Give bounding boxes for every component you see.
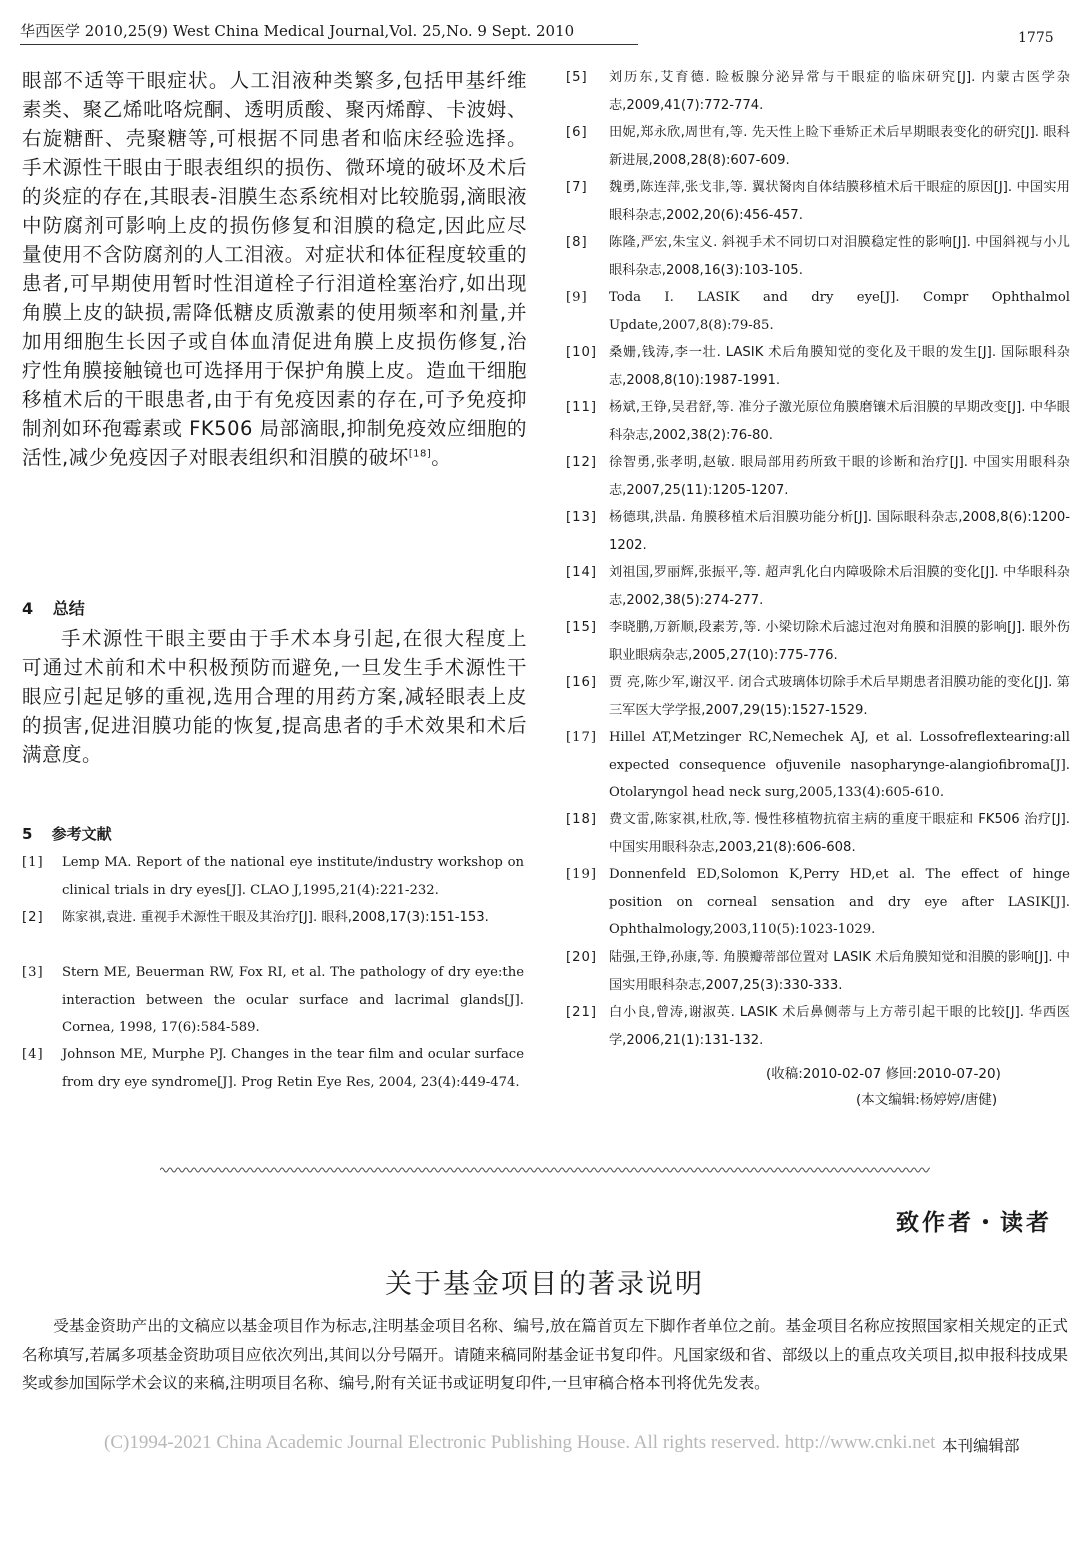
reference-item — [22, 904, 524, 932]
reference-number: [5] — [566, 70, 588, 85]
column-name: 致作者・读者 — [896, 1210, 1052, 1236]
reference-text: Toda I. LASIK and dry eye[J]. Compr Ophthalmol Update,2007,8(8):79-85. — [609, 290, 1070, 333]
reference-item — [22, 1041, 524, 1096]
reference-item — [22, 849, 524, 904]
reference-item — [566, 229, 1070, 284]
reference-number: [2] — [22, 910, 44, 925]
page-number: 1775 — [1018, 30, 1054, 46]
reference-number: [3] — [22, 965, 44, 980]
reference-number: [8] — [566, 235, 588, 250]
reference-text: Johnson ME, Murphe PJ. Changes in the tear film and ocular surface from dry eye syndrome[J]. Prog Retin Eye Res, 2004, 23(4):449-474. — [62, 1047, 524, 1090]
reference-text: 陈隆,严宏,朱宝义. 斜视手术不同切口对泪膜稳定性的影响[J]. 中国斜视与小儿眼科杂志,2008,16(3):103-105. — [609, 235, 1070, 278]
notice-title: 关于基金项目的著录说明 — [385, 1269, 704, 1300]
reference-text: Stern ME, Beuerman RW, Fox RI, et al. The pathology of dry eye:the interaction between the ocular surface and lacrimal glands[J]. Cornea, 1998, 17(6):584-589. — [62, 965, 524, 1035]
reference-item — [566, 394, 1070, 449]
reference-item — [566, 559, 1070, 614]
notice-signature: 本刊编辑部 — [942, 1437, 1020, 1455]
para1-end: 。 — [431, 446, 452, 469]
reference-text: 杨德琪,洪晶. 角膜移植术后泪膜功能分析[J]. 国际眼科杂志,2008,8(6):1200-1202. — [609, 510, 1070, 553]
reference-text: 魏勇,陈连萍,张戈非,等. 翼状胬肉自体结膜移植术后干眼症的原因[J]. 中国实用眼科杂志,2002,20(6):456-457. — [609, 180, 1070, 223]
reference-number: [21] — [566, 1005, 598, 1020]
reference-text: 桑姗,钱涛,李一壮. LASIK 术后角膜知觉的变化及干眼的发生[J]. 国际眼科杂志,2008,8(10):1987-1991. — [609, 345, 1070, 388]
reference-item — [566, 504, 1070, 559]
reference-number: [11] — [566, 400, 598, 415]
reference-text: 徐智勇,张孝明,赵敏. 眼局部用药所致干眼的诊断和治疗[J]. 中国实用眼科杂志,2007,25(11):1205-1207. — [609, 455, 1070, 498]
reference-text: 田妮,郑永欣,周世有,等. 先天性上睑下垂矫正术后早期眼表变化的研究[J]. 眼科新进展,2008,28(8):607-609. — [609, 125, 1070, 168]
reference-number: [12] — [566, 455, 598, 470]
reference-item — [566, 339, 1070, 394]
reference-text: Lemp MA. Report of the national eye institute/industry workshop on clinical trials in dry eyes[J]. CLAO J,1995,21(4):221-232. — [62, 855, 524, 898]
reference-text: 刘历东,艾育德. 睑板腺分泌异常与干眼症的临床研究[J]. 内蒙古医学杂志,2009,41(7):772-774. — [609, 70, 1070, 113]
running-head: 华西医学 2010,25(9) West China Medical Journal,Vol. 25,No. 9 Sept. 2010 — [20, 20, 638, 45]
reference-text: 陆强,王铮,孙康,等. 角膜瓣蒂部位置对 LASIK 术后角膜知觉和泪膜的影响[J]. 中国实用眼科杂志,2007,25(3):330-333. — [609, 950, 1070, 993]
section-title: 总结 — [52, 599, 85, 618]
reference-item — [566, 64, 1070, 119]
reference-number: [13] — [566, 510, 598, 525]
copyright-watermark: (C)1994-2021 China Academic Journal Electronic Publishing House. All rights reserved. http://www.cnki.net — [104, 1432, 936, 1453]
reference-number: [14] — [566, 565, 598, 580]
reference-item — [566, 449, 1070, 504]
reference-number: [20] — [566, 950, 598, 965]
reference-text: 费文雷,陈家祺,杜欣,等. 慢性移植物抗宿主病的重度干眼症和 FK506 治疗[J]. 中国实用眼科杂志,2003,21(8):606-608. — [609, 812, 1070, 855]
section-title: 参考文献 — [51, 825, 112, 843]
reference-item — [566, 119, 1070, 174]
reference-text: 白小良,曾涛,谢淑英. LASIK 术后鼻侧蒂与上方蒂引起干眼的比较[J]. 华西医学,2006,21(1):131-132. — [609, 1005, 1070, 1048]
reference-item — [566, 614, 1070, 669]
section-number: 5 — [22, 825, 33, 843]
reference-number: [16] — [566, 675, 598, 690]
reference-item — [566, 284, 1070, 339]
reference-item — [566, 724, 1070, 807]
reference-item — [566, 669, 1070, 724]
reference-text: 杨斌,王铮,吴君舒,等. 准分子激光原位角膜磨镶术后泪膜的早期改变[J]. 中华眼科杂志,2002,38(2):76-80. — [609, 400, 1070, 443]
running-header — [20, 20, 640, 45]
reference-text: 贾 亮,陈少军,谢汉平. 闭合式玻璃体切除手术后早期患者泪膜功能的变化[J]. 第三军医大学学报,2007,29(15):1527-1529. — [609, 675, 1070, 718]
editor-credit: (本文编辑:杨婷婷/唐健) — [856, 1092, 998, 1108]
reference-text: Hillel AT,Metzinger RC,Nemechek AJ, et al. Lossofreflextearing:all expected consequence ofjuvenile nasopharynge-alangiofibroma[J]. Otolaryngol head neck surg,2005,133(4):605-610. — [609, 730, 1070, 800]
reference-number: [15] — [566, 620, 598, 635]
section-number: 4 — [22, 599, 34, 618]
reference-number: [17] — [566, 730, 598, 745]
reference-number: [10] — [566, 345, 598, 360]
para1-text: 眼部不适等干眼症状。人工泪液种类繁多,包括甲基纤维素类、聚乙烯吡咯烷酮、透明质酸、聚丙烯醇、卡波姆、右旋糖酐、壳聚糖等,可根据不同患者和临床经验选择。手术源性干眼由于眼表组织的损伤、微环境的破坏及术后的炎症的存在,其眼表-泪膜生态系统相对比较脆弱,滴眼液中防腐剂可影响上皮的损伤修复和泪膜的稳定,因此应尽量使用不含防腐剂的人工泪液。对症状和体征程度较重的患者,可早期使用暂时性泪道栓子行泪道栓塞治疗,如出现角膜上皮的缺损,需降低糖皮质激素的使用频率和剂量,并加用细胞生长因子或自体血清促进角膜上皮损伤修复,治疗性角膜接触镜也可选择用于保护角膜上皮。造血干细胞移植术后的干眼患者,由于有免疫因素的存在,可予免疫抑制剂如环孢霉素或 FK506 局部滴眼,抑制免疫效应细胞的活性,减少免疫因子对眼表组织和泪膜的破坏 — [22, 69, 527, 469]
reference-text: Donnenfeld ED,Solomon K,Perry HD,et al. The effect of hinge position on corneal sensation and dry eye after LASIK[J]. Ophthalmology,2003,110(5):1023-1029. — [609, 867, 1070, 937]
reference-number: [4] — [22, 1047, 44, 1062]
reference-item — [566, 174, 1070, 229]
section-heading-4 — [22, 596, 85, 619]
reference-item — [566, 999, 1070, 1054]
received-date: (收稿:2010-02-07 修回:2010-07-20) — [766, 1066, 1001, 1082]
reference-item — [22, 959, 524, 1042]
section-heading-5 — [22, 823, 112, 844]
body-paragraph-2: 手术源性干眼主要由于手术本身引起,在很大程度上可通过术前和术中积极预防而避免,一旦发生手术源性干眼应引起足够的重视,选用合理的用药方案,减轻眼表上皮的损害,促进泪膜功能的恢复,提高患者的手术效果和术后满意度。 — [22, 627, 527, 766]
wavy-divider — [160, 1164, 930, 1176]
reference-number: [1] — [22, 855, 44, 870]
reference-number: [7] — [566, 180, 588, 195]
reference-text: 陈家祺,袁进. 重视手术源性干眼及其治疗[J]. 眼科,2008,17(3):151-153. — [62, 910, 489, 925]
reference-text: 刘祖国,罗丽辉,张振平,等. 超声乳化白内障吸除术后泪膜的变化[J]. 中华眼科杂志,2002,38(5):274-277. — [609, 565, 1070, 608]
reference-number: [6] — [566, 125, 588, 140]
body-paragraph-1 — [22, 66, 527, 472]
reference-number: [19] — [566, 867, 598, 882]
reference-item — [566, 861, 1070, 944]
notice-body: 受基金资助产出的文稿应以基金项目作为标志,注明基金项目名称、编号,放在篇首页左下脚作者单位之前。基金项目名称应按照国家相关规定的正式名称填写,若属多项基金资助项目应依次列出,其间以分号隔开。请随来稿同附基金证书复印件。凡国家级和省、部级以上的重点攻关项目,拟申报科技成果奖或参加国际学术会议的来稿,注明项目名称、编号,附有关证书或证明复印件,一旦审稿合格本刊将优先发表。 — [22, 1317, 1068, 1392]
reference-text: 李晓鹏,万新顺,段素芳,等. 小梁切除术后滤过泡对角膜和泪膜的影响[J]. 眼外伤职业眼病杂志,2005,27(10):775-776. — [609, 620, 1070, 663]
reference-item — [566, 806, 1070, 861]
reference-number: [18] — [566, 812, 598, 827]
reference-number: [9] — [566, 290, 588, 305]
citation-18: [18] — [408, 448, 432, 460]
reference-item — [566, 944, 1070, 999]
